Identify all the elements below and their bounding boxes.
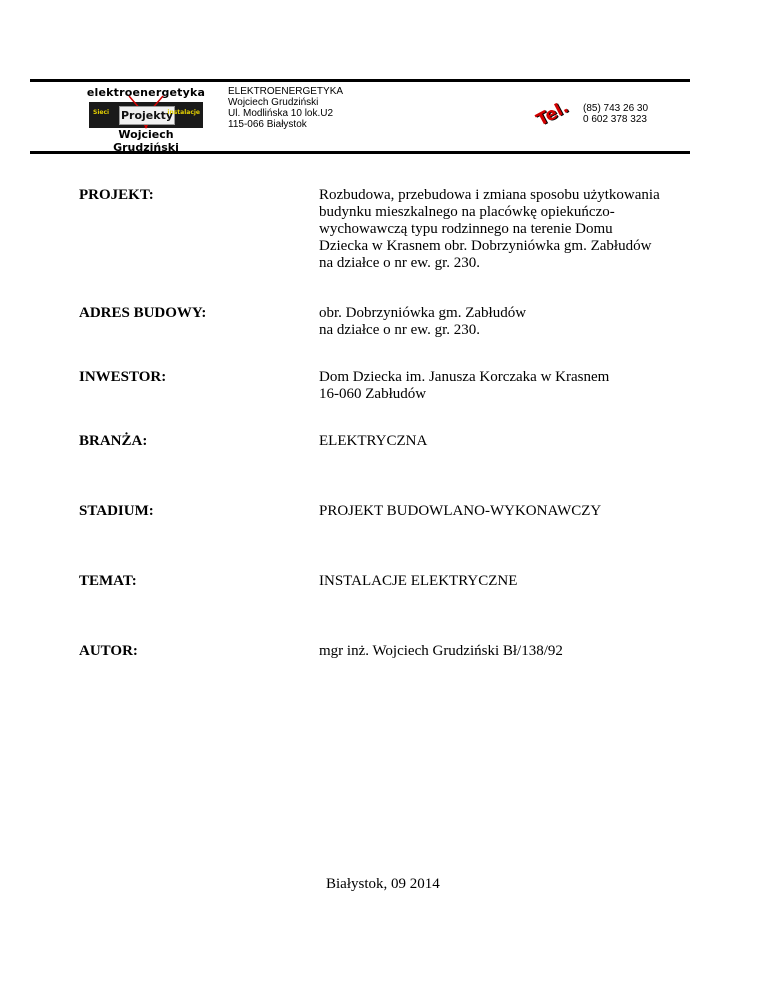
value-inwestor — [319, 369, 699, 403]
value-line: ELEKTRYCZNA — [319, 433, 428, 449]
value-projekt — [319, 187, 699, 272]
phone-icon — [533, 97, 572, 131]
company-line: 115-066 Białystok — [228, 119, 307, 130]
value-adres-budowy — [319, 305, 699, 339]
place-and-date: Białystok, 09 2014 — [326, 876, 440, 892]
value-temat — [319, 573, 699, 590]
value-line: wychowawczą typu rodzinnego na terenie Domu — [319, 221, 613, 237]
tel-label: Tel. — [533, 97, 572, 131]
company-line: Wojciech Grudziński — [228, 97, 319, 108]
label-stadium: STADIUM: — [79, 503, 154, 519]
value-stadium — [319, 503, 699, 520]
label-autor: AUTOR: — [79, 643, 138, 659]
value-line: PROJEKT BUDOWLANO-WYKONAWCZY — [319, 503, 602, 519]
header-top-rule — [30, 79, 690, 82]
label-adres-budowy: ADRES BUDOWY: — [79, 305, 207, 321]
logo-left-text: Sieci — [93, 109, 110, 116]
phone-line: 0 602 378 323 — [583, 114, 647, 125]
company-line: Ul. Modlińska 10 lok.U2 — [228, 108, 334, 119]
phone-line: (85) 743 26 30 — [583, 103, 649, 114]
label-inwestor: INWESTOR: — [79, 369, 167, 385]
label-branza: BRANŻA: — [79, 433, 148, 449]
value-line: mgr inż. Wojciech Grudziński Bł/138/92 — [319, 643, 563, 659]
value-line: 16-060 Zabłudów — [319, 386, 427, 402]
value-line: budynku mieszkalnego na placówkę opiekuńczo- — [319, 204, 615, 220]
company-line: ELEKTROENERGETYKA — [228, 86, 344, 97]
value-line: Rozbudowa, przebudowa i zmiana sposobu użytkowania — [319, 187, 660, 203]
company-address — [228, 86, 343, 130]
value-line: Dziecka w Krasnem obr. Dobrzyniówka gm. Zabłudów — [319, 238, 652, 254]
logo-emblem — [89, 102, 203, 128]
value-autor — [319, 643, 699, 660]
logo-bottom-text: Wojciech Grudziński — [113, 128, 179, 154]
company-logo — [86, 86, 206, 154]
value-line: INSTALACJE ELEKTRYCZNE — [319, 573, 518, 589]
phone-numbers — [583, 103, 648, 125]
value-line: na działce o nr ew. gr. 230. — [319, 255, 481, 271]
logo-top-text: elektroenergetyka — [86, 86, 206, 99]
logo-center-text: Projekty — [119, 106, 175, 125]
label-temat: TEMAT: — [79, 573, 137, 589]
value-line: na działce o nr ew. gr. 230. — [319, 322, 481, 338]
value-line: Dom Dziecka im. Janusza Korczaka w Krasnem — [319, 369, 610, 385]
value-line: obr. Dobrzyniówka gm. Zabłudów — [319, 305, 527, 321]
label-projekt: PROJEKT: — [79, 187, 154, 203]
logo-right-text: instalacje — [167, 109, 200, 116]
value-branza — [319, 433, 699, 450]
